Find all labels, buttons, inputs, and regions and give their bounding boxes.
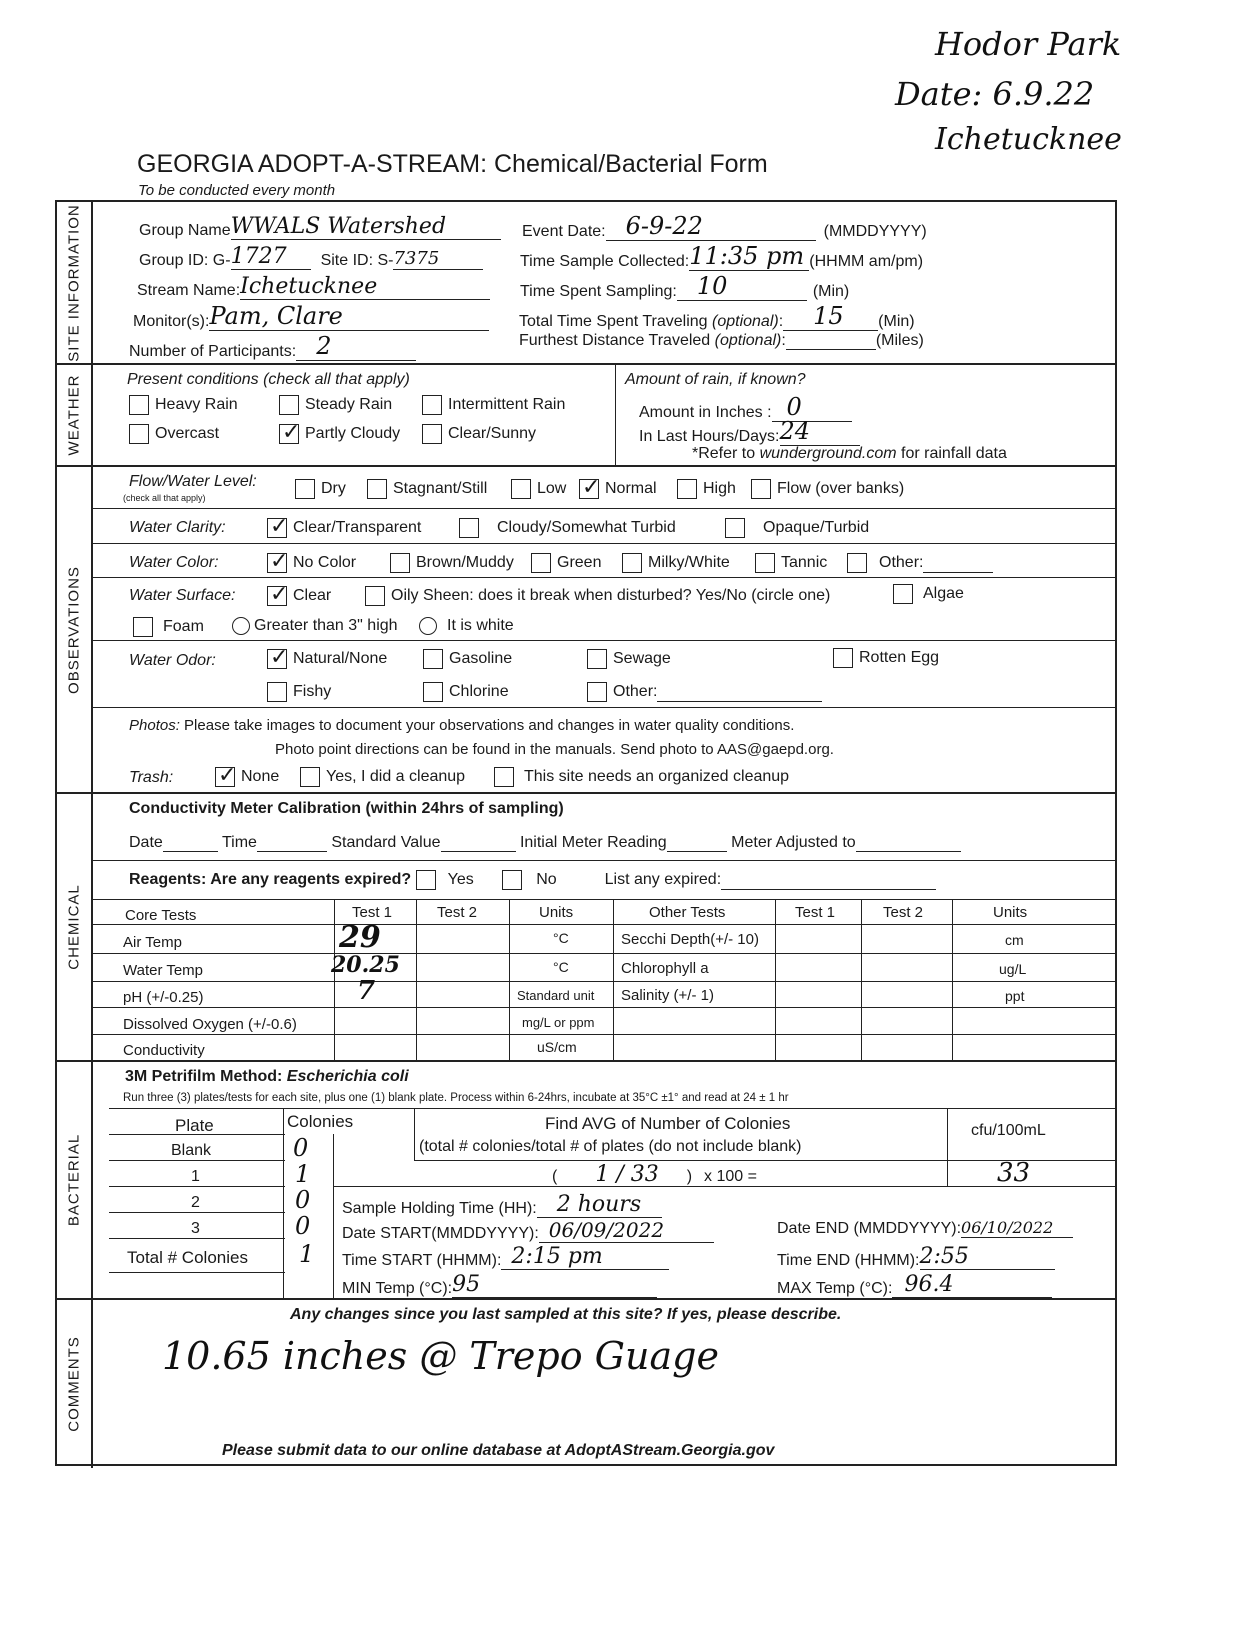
method-organism: Escherichia coli	[286, 1068, 409, 1085]
site-id-field[interactable]: 7375	[393, 248, 483, 270]
brown-label: Brown/Muddy	[416, 554, 514, 572]
refer-prefix: *Refer to	[692, 445, 760, 462]
form-subtitle: To be conducted every month	[138, 182, 336, 199]
other-test1-head: Test 1	[795, 904, 836, 921]
time-spent-label: Time Spent Sampling:	[520, 283, 677, 300]
reagents-yes-checkbox[interactable]	[416, 870, 436, 890]
fishy-label: Fishy	[293, 683, 332, 701]
clear-transparent-checkbox[interactable]	[267, 518, 287, 538]
other-row-unit: ug/L	[999, 961, 1027, 977]
cfu-head: cfu/100mL	[971, 1122, 1046, 1139]
event-date-label: Event Date:	[522, 223, 606, 240]
event-date-format: (MMDDYYYY)	[823, 223, 927, 240]
core-row-name: Dissolved Oxygen (+/-0.6)	[123, 1016, 297, 1033]
low-label: Low	[537, 480, 567, 498]
dry-label: Dry	[321, 480, 346, 498]
surface-clear-label: Clear	[293, 587, 332, 605]
form-title: GEORGIA ADOPT-A-STREAM: Chemical/Bacterial Form	[137, 150, 768, 178]
core-row-unit: mg/L or ppm	[522, 1015, 595, 1030]
time-collected-field[interactable]: 11:35 pm	[689, 242, 809, 271]
monitors-label: Monitor(s):	[133, 313, 210, 330]
photos-text-2: Photo point directions can be found in the manuals. Send photo to AAS@gaepd.org.	[275, 741, 834, 758]
min-temp-label: MIN Temp (°C):	[342, 1280, 453, 1297]
core-test1-head: Test 1	[352, 904, 393, 921]
hours-label: In Last Hours/Days:	[639, 428, 780, 445]
no-color-checkbox[interactable]	[267, 553, 287, 573]
time-end-field[interactable]: 2:55	[920, 1244, 1055, 1270]
plate-count[interactable]: 1	[295, 1160, 311, 1188]
avg-sub: (total # colonies/total # of plates (do not include blank)	[419, 1138, 802, 1155]
reagents-no-label: No	[536, 871, 557, 889]
present-conditions-label: Present conditions (check all that apply)	[127, 371, 410, 388]
monitors-field[interactable]: Pam, Clare	[209, 302, 489, 331]
colonies-head: Colonies	[287, 1112, 354, 1131]
other-row-name: Chlorophyll a	[621, 960, 709, 977]
core-row-unit: uS/cm	[537, 1039, 577, 1055]
method-label: 3M Petrifilm Method:	[125, 1068, 283, 1085]
travel-time-optional: (optional)	[712, 313, 779, 330]
core-row-name: pH (+/-0.25)	[123, 989, 204, 1006]
time-collected-format: (HHMM am/pm)	[809, 253, 924, 270]
participants-field[interactable]: 2	[296, 332, 416, 361]
algae-label: Algae	[923, 585, 964, 603]
plate-count[interactable]: 0	[295, 1212, 311, 1240]
time-start-label: Time START (HHMM):	[342, 1252, 502, 1269]
algae-checkbox[interactable]	[893, 584, 913, 604]
std-value-label: Standard Value	[331, 834, 441, 851]
core-row-name: Water Temp	[123, 962, 204, 979]
distance-field[interactable]	[786, 332, 876, 350]
rain-amount-label: Amount of rain, if known?	[625, 371, 806, 388]
partly-cloudy-checkbox[interactable]	[279, 424, 299, 444]
oily-label: Oily Sheen: does it break when disturbed? Yes/No (circle one)	[391, 587, 831, 605]
plate-name: Total # Colonies	[127, 1248, 248, 1267]
core-row-name: Air Temp	[123, 934, 182, 951]
partly-cloudy-label: Partly Cloudy	[305, 425, 401, 443]
group-id-label: Group ID: G-	[139, 252, 231, 269]
group-name-field[interactable]: WWALS Watershed	[231, 214, 501, 240]
list-expired-label: List any expired:	[604, 871, 722, 889]
bact-instructions: Run three (3) plates/tests for each site, plus one (1) blank plate. Process within 6-24hrs, incubate at 35°C ±1° and read at 24 ± 1 hr	[123, 1092, 789, 1104]
hours-field[interactable]: 24	[780, 417, 860, 446]
color-label: Water Color:	[129, 554, 219, 571]
distance-unit: (Miles)	[875, 332, 924, 349]
green-label: Green	[557, 554, 602, 572]
date-start-field[interactable]: 06/09/2022	[539, 1218, 714, 1243]
bacterial-section	[57, 1062, 1115, 1300]
other-row-name: Secchi Depth(+/- 10)	[621, 931, 759, 948]
stream-name-field[interactable]: Ichetucknee	[240, 274, 490, 300]
distance-optional: (optional)	[714, 332, 782, 349]
meter-adjusted-label: Meter Adjusted to	[731, 834, 856, 851]
reagents-label: Reagents: Are any reagents expired?	[129, 871, 412, 889]
trash-organized-label: This site needs an organized cleanup	[524, 768, 790, 786]
footer-note: Please submit data to our online database at AdoptAStream.Georgia.gov	[222, 1442, 775, 1459]
inches-field[interactable]: 0	[772, 393, 852, 422]
steady-rain-checkbox[interactable]	[279, 395, 299, 415]
steady-rain-label: Steady Rain	[305, 396, 393, 414]
site-information-section: SITE INFORMATION Group NameWWALS Watershed Group ID: G-1727 Site ID: S-7375 Stream Name:Ichetucknee Monitor(s):Pam, Clare Number of Participants: 2 Event Date: 6-9-22 (MMDDYYYY) Time Sample Collected:11:35 pm (HHMM am/pm) Time Spent Sampling: 10 (Min) Total Time Spent Traveling (optional): 15 (Min) Furthest Distance Traveled (optional): (Miles)	[57, 202, 1115, 365]
min-temp-field[interactable]: 95	[452, 1272, 657, 1298]
core-row-test1[interactable]: 7	[357, 976, 376, 1006]
low-checkbox[interactable]	[511, 479, 531, 499]
refer-site: wunderground.com	[759, 445, 897, 462]
flow-label: Flow/Water Level:	[129, 473, 257, 490]
chemical-section	[57, 794, 1115, 1062]
opaque-label: Opaque/Turbid	[763, 519, 870, 537]
normal-label: Normal	[605, 480, 657, 498]
color-other-checkbox[interactable]	[847, 553, 867, 573]
distance-label: Furthest Distance Traveled	[519, 332, 711, 349]
header-note-location: Hodor Park	[935, 25, 1122, 63]
calib-date-field[interactable]	[163, 836, 218, 852]
holding-field[interactable]: 2 hours	[537, 1192, 662, 1218]
core-row-unit: Standard unit	[517, 988, 595, 1003]
plate-name: 3	[191, 1220, 200, 1237]
refer-suffix: for rainfall data	[896, 445, 1007, 462]
surface-label: Water Surface:	[129, 587, 236, 604]
comments-tab: COMMENTS	[57, 1300, 93, 1468]
trash-cleanup-label: Yes, I did a cleanup	[326, 768, 466, 786]
trash-organized-checkbox[interactable]	[494, 767, 514, 787]
high-checkbox[interactable]	[677, 479, 697, 499]
group-name-label: Group Name	[139, 222, 231, 239]
surface-clear-checkbox[interactable]	[267, 586, 287, 606]
photos-text-1: Please take images to document your observations and changes in water quality conditions.	[184, 717, 795, 734]
high-label: High	[703, 480, 736, 498]
calib-time-field[interactable]	[257, 836, 327, 852]
reagents-no-checkbox[interactable]	[502, 870, 522, 890]
overcast-label: Overcast	[155, 425, 220, 443]
clear-transparent-label: Clear/Transparent	[293, 519, 422, 537]
greater-label: Greater than 3" high	[254, 617, 398, 635]
list-expired-field[interactable]	[721, 874, 936, 890]
trash-none-label: None	[241, 768, 280, 786]
rotten-egg-checkbox[interactable]	[833, 648, 853, 668]
flow-sub-label: (check all that apply)	[123, 493, 206, 503]
bacterial-tab: BACTERIAL	[57, 1062, 93, 1298]
stagnant-label: Stagnant/Still	[393, 480, 488, 498]
clear-sunny-label: Clear/Sunny	[448, 425, 537, 443]
max-temp-field[interactable]: 96.4	[892, 1272, 1052, 1298]
plate-name: 1	[191, 1168, 200, 1185]
no-color-label: No Color	[293, 554, 357, 572]
date-end-label: Date END (MMDDYYYY):	[777, 1220, 962, 1237]
plate-name: Blank	[171, 1142, 212, 1159]
participants-label: Number of Participants:	[129, 343, 297, 360]
time-end-label: Time END (HHMM):	[777, 1252, 920, 1269]
other-row-unit: ppt	[1005, 988, 1025, 1004]
core-row-name: Conductivity	[123, 1042, 205, 1059]
holding-label: Sample Holding Time (HH):	[342, 1200, 537, 1217]
core-row-unit: °C	[553, 930, 569, 946]
calc-mult: x 100 =	[704, 1168, 757, 1185]
greater-radio[interactable]	[232, 617, 250, 635]
dry-checkbox[interactable]	[295, 479, 315, 499]
milky-checkbox[interactable]	[622, 553, 642, 573]
cfu-value[interactable]: 33	[997, 1158, 1031, 1188]
plate-count[interactable]: 0	[293, 1134, 309, 1162]
form-body	[55, 200, 1117, 1466]
comments-text[interactable]: 10.65 inches @ Trepo Guage	[162, 1334, 719, 1378]
gasoline-label: Gasoline	[449, 650, 513, 668]
date-start-label: Date START(MMDDYYYY):	[342, 1225, 539, 1242]
chlorine-checkbox[interactable]	[423, 682, 443, 702]
trash-none-checkbox[interactable]	[215, 767, 235, 787]
core-row-unit: °C	[553, 959, 569, 975]
stream-name-label: Stream Name:	[137, 282, 241, 299]
other-row-unit: cm	[1005, 932, 1024, 948]
chlorine-label: Chlorine	[449, 683, 509, 701]
header-note-date: Date: 6.9.22	[895, 75, 1095, 113]
intermittent-rain-checkbox[interactable]	[422, 395, 442, 415]
core-tests-head: Core Tests	[125, 907, 197, 924]
flow-over-checkbox[interactable]	[751, 479, 771, 499]
calib-date-label: Date	[129, 834, 163, 851]
time-start-field[interactable]: 2:15 pm	[501, 1244, 669, 1270]
calib-time-label: Time	[221, 834, 257, 851]
observations-tab: OBSERVATIONS	[57, 467, 93, 792]
odor-other-field[interactable]	[657, 686, 822, 702]
odor-other-label: Other:	[613, 683, 658, 701]
natural-checkbox[interactable]	[267, 649, 287, 669]
clear-sunny-checkbox[interactable]	[422, 424, 442, 444]
reagents-yes-label: Yes	[447, 871, 474, 889]
heavy-rain-checkbox[interactable]	[129, 395, 149, 415]
weather-tab: WEATHER	[57, 365, 93, 465]
stagnant-checkbox[interactable]	[367, 479, 387, 499]
comments-question: Any changes since you last sampled at this site? If yes, please describe.	[290, 1306, 842, 1323]
plate-head: Plate	[175, 1116, 214, 1135]
natural-label: Natural/None	[293, 650, 388, 668]
other-test2-head: Test 2	[883, 904, 924, 921]
brown-checkbox[interactable]	[390, 553, 410, 573]
group-id-field[interactable]: 1727	[231, 244, 311, 270]
calibration-label: Conductivity Meter Calibration (within 24hrs of sampling)	[129, 800, 564, 817]
photos-label: Photos:	[129, 717, 180, 734]
color-other-label: Other:	[879, 554, 924, 572]
milky-label: Milky/White	[648, 554, 730, 572]
color-other-field[interactable]	[923, 557, 993, 573]
other-tests-head: Other Tests	[649, 904, 726, 921]
other-row-name: Salinity (+/- 1)	[621, 987, 714, 1004]
core-row-test1[interactable]: 29	[339, 920, 381, 955]
tannic-label: Tannic	[781, 554, 828, 572]
trash-cleanup-checkbox[interactable]	[300, 767, 320, 787]
sewage-label: Sewage	[613, 650, 671, 668]
std-value-field[interactable]	[441, 836, 516, 852]
observations-section	[57, 467, 1115, 794]
other-units-head: Units	[993, 904, 1028, 921]
site-id-label: Site ID: S-	[320, 252, 394, 269]
time-spent-unit: (Min)	[812, 283, 850, 300]
plate-count[interactable]: 1	[299, 1240, 315, 1268]
normal-checkbox[interactable]	[579, 479, 599, 499]
heavy-rain-label: Heavy Rain	[155, 396, 238, 414]
cloudy-label: Cloudy/Somewhat Turbid	[497, 519, 676, 537]
tannic-checkbox[interactable]	[755, 553, 775, 573]
intermittent-rain-label: Intermittent Rain	[448, 396, 566, 414]
foam-label: Foam	[163, 618, 204, 636]
green-checkbox[interactable]	[531, 553, 551, 573]
opaque-checkbox[interactable]	[725, 518, 745, 538]
core-units-head: Units	[539, 904, 574, 921]
core-test2-head: Test 2	[437, 904, 478, 921]
odor-other-checkbox[interactable]	[587, 682, 607, 702]
initial-reading-label: Initial Meter Reading	[519, 834, 667, 851]
calc-close: )	[686, 1168, 693, 1185]
avg-head: Find AVG of Number of Colonies	[545, 1114, 791, 1133]
cloudy-checkbox[interactable]	[459, 518, 479, 538]
time-collected-label: Time Sample Collected:	[520, 253, 690, 270]
header-note-stream: Ichetucknee	[935, 122, 1122, 157]
oily-checkbox[interactable]	[365, 586, 385, 606]
max-temp-label: MAX Temp (°C):	[777, 1280, 893, 1297]
meter-adjusted-field[interactable]	[856, 836, 961, 852]
date-end-field[interactable]: 06/10/2022	[961, 1218, 1073, 1238]
fishy-checkbox[interactable]	[267, 682, 287, 702]
plate-count[interactable]: 0	[295, 1186, 311, 1214]
plate-name: 2	[191, 1194, 200, 1211]
rotten-egg-label: Rotten Egg	[859, 649, 940, 667]
overcast-checkbox[interactable]	[129, 424, 149, 444]
flow-over-label: Flow (over banks)	[777, 480, 905, 498]
foam-checkbox[interactable]	[133, 617, 153, 637]
initial-reading-field[interactable]	[667, 836, 727, 852]
white-label: It is white	[447, 617, 514, 635]
calc-open: (	[552, 1168, 558, 1185]
sewage-checkbox[interactable]	[587, 649, 607, 669]
gasoline-checkbox[interactable]	[423, 649, 443, 669]
clarity-label: Water Clarity:	[129, 519, 226, 536]
core-row-test1[interactable]: 20.25	[331, 952, 400, 978]
weather-section	[57, 365, 1115, 467]
travel-time-label: Total Time Spent Traveling	[519, 313, 708, 330]
travel-time-field[interactable]: 15	[783, 302, 878, 331]
site-tab: SITE INFORMATION	[57, 202, 93, 363]
calc-value[interactable]: 1 / 33	[595, 1162, 659, 1187]
chemical-tab: CHEMICAL	[57, 794, 93, 1060]
white-radio[interactable]	[419, 617, 437, 635]
travel-time-unit: (Min)	[878, 313, 915, 330]
time-spent-field[interactable]: 10	[677, 272, 807, 301]
event-date-field[interactable]: 6-9-22	[606, 212, 816, 241]
odor-label: Water Odor:	[129, 652, 216, 669]
inches-label: Amount in Inches :	[639, 404, 772, 421]
trash-label: Trash:	[129, 769, 174, 786]
